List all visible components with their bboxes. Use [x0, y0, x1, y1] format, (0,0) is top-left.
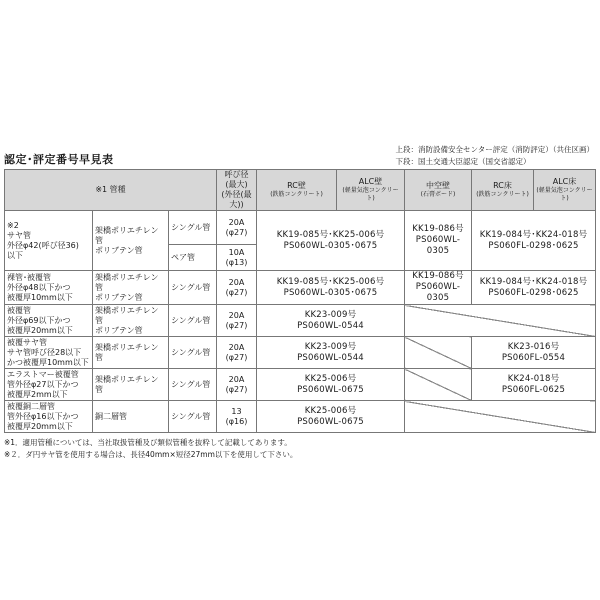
hollow-approval: KK19-086号 PS060WL-0305 — [405, 211, 472, 271]
page-title: 認定･評定番号早見表 — [4, 153, 114, 166]
table-row — [5, 369, 596, 401]
header-hollow-wall: 中空壁 (石膏ボード) — [405, 170, 472, 211]
header-size: 呼び径(最大) (外径(最大)) — [217, 170, 257, 211]
wall-approval: KK19-085号･KK25-006号 PS060WL-0305･0675 — [257, 271, 405, 305]
wall-approval: KK25-006号 PS060WL-0675 — [257, 369, 405, 401]
header-pipe: ※1 管種 — [5, 170, 217, 211]
size: 20A (φ27) — [217, 305, 257, 337]
wall-approval: KK25-006号 PS060WL-0675 — [257, 401, 405, 433]
table-row — [5, 271, 596, 305]
approval-table — [4, 169, 596, 433]
pipe-name: 被覆銅二層管 管外径φ16以下かつ 被覆厚20mm以下 — [5, 401, 93, 433]
table-row — [5, 305, 596, 337]
wall-approval: KK19-085号･KK25-006号 PS060WL-0305･0675 — [257, 211, 405, 271]
size: 20A (φ27) — [217, 337, 257, 369]
size: 20A (φ27) — [217, 271, 257, 305]
header-rc-wall: RC壁 (鉄筋コンクリート) — [257, 170, 337, 211]
material: 架橋ポリエチレン管 — [93, 337, 169, 369]
wall-approval: KK23-009号 PS060WL-0544 — [257, 305, 405, 337]
floor-approval: KK19-084号･KK24-018号 PS060FL-0298･0625 — [472, 211, 596, 271]
floor-approval: KK23-016号 PS060FL-0554 — [472, 337, 596, 369]
footnotes — [4, 437, 297, 461]
header-rc-floor: RC床 (鉄筋コンクリート) — [472, 170, 534, 211]
table-row — [5, 211, 596, 245]
pipe-type: シングル管 — [169, 271, 217, 305]
footnote-2: ※２．ダ円サヤ管を使用する場合は、長径40mm×短径27mm以下を使用して下さい。 — [4, 450, 298, 459]
material: 架橋ポリエチレン管 ポリブテン管 — [93, 271, 169, 305]
hollow-approval: KK19-086号 PS060WL-0305 — [405, 271, 472, 305]
header-alc-wall: ALC壁 (軽量気泡コンクリート) — [337, 170, 405, 211]
wall-approval: KK23-009号 PS060WL-0544 — [257, 337, 405, 369]
pipe-name: 裸管･被覆管 外径φ48以下かつ 被覆厚10mm以下 — [5, 271, 93, 305]
footnote-1: ※1．適用管種については、当社取扱管種及び類似管種を抜粋して記載してあります。 — [4, 438, 292, 447]
size: 20A (φ27) — [217, 211, 257, 245]
pipe-type: シングル管 — [169, 211, 217, 245]
pipe-name: 被覆管 外径φ69以下かつ 被覆厚20mm以下 — [5, 305, 93, 337]
material: 架橋ポリエチレン管 ポリブテン管 — [93, 305, 169, 337]
legend-lower: 下段：国土交通大臣認定（国交省認定） — [395, 157, 531, 166]
legend-upper: 上段：消防設備安全センター評定（消防評定）（共住区画） — [395, 145, 594, 154]
pipe-type: シングル管 — [169, 369, 217, 401]
material: 架橋ポリエチレン管 — [93, 369, 169, 401]
table-row — [5, 337, 596, 369]
header-alc-floor: ALC床 (軽量気泡コンクリート) — [534, 170, 596, 211]
pipe-type: シングル管 — [169, 337, 217, 369]
header-row — [5, 170, 596, 211]
pipe-type: ペア管 — [169, 245, 217, 271]
pipe-name: 被覆サヤ管 サヤ管呼び径28以下 かつ被覆厚10mm以下 — [5, 337, 93, 369]
size: 13 (φ16) — [217, 401, 257, 433]
legend — [396, 144, 594, 168]
size: 20A (φ27) — [217, 369, 257, 401]
not-applicable-cell — [405, 401, 596, 433]
pipe-type: シングル管 — [169, 305, 217, 337]
floor-approval: KK19-084号･KK24-018号 PS060FL-0298･0625 — [472, 271, 596, 305]
material: 架橋ポリエチレン管 ポリブテン管 — [93, 211, 169, 271]
table-row — [5, 401, 596, 433]
material: 銅二層管 — [93, 401, 169, 433]
floor-approval: KK24-018号 PS060FL-0625 — [472, 369, 596, 401]
pipe-name: エラストマー被覆管 管外径φ27以下かつ 被覆厚2mm以下 — [5, 369, 93, 401]
not-applicable-cell — [405, 305, 596, 337]
not-applicable-cell — [405, 369, 472, 401]
size: 10A (φ13) — [217, 245, 257, 271]
pipe-name: ※2 サヤ管 外径φ42(呼び径36) 以下 — [5, 211, 93, 271]
pipe-type: シングル管 — [169, 401, 217, 433]
not-applicable-cell — [405, 337, 472, 369]
